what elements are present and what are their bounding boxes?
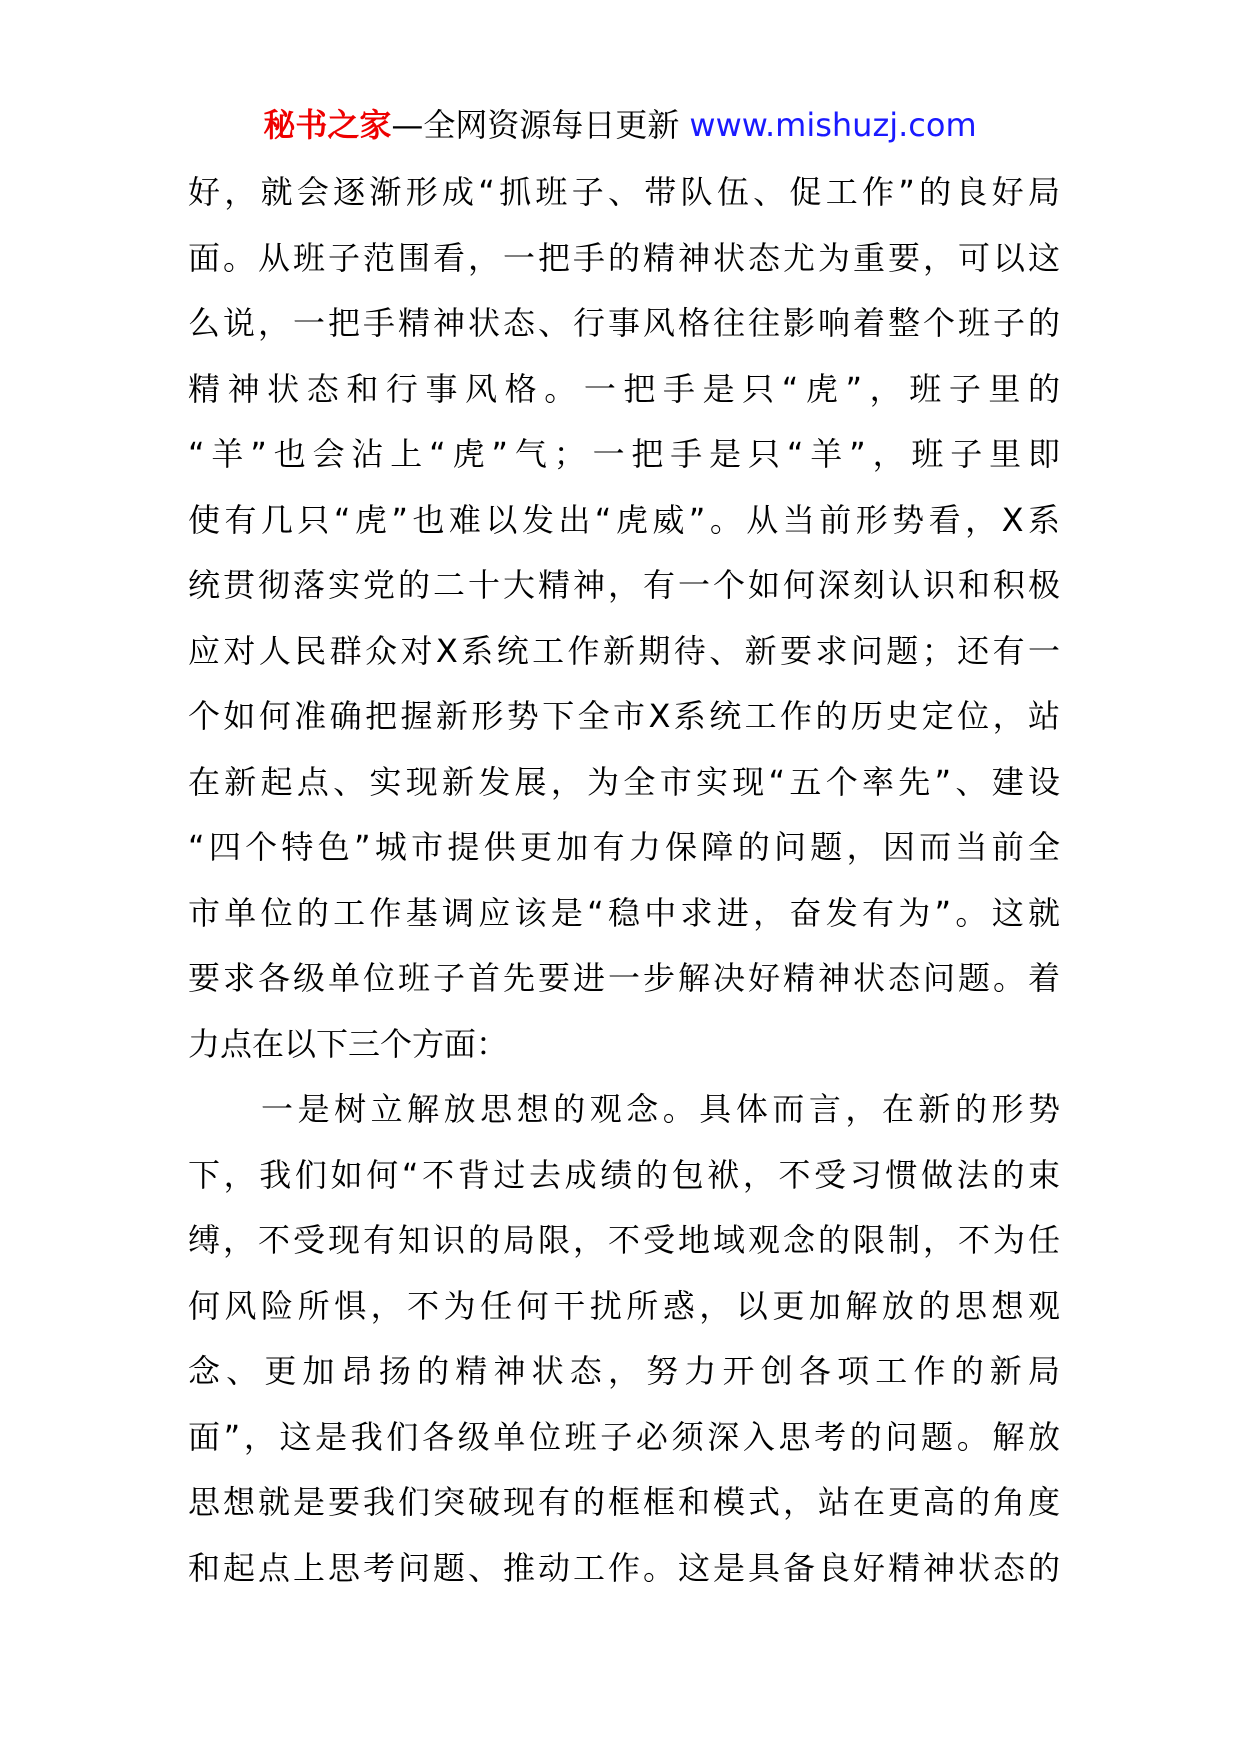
text-line: 市单位的工作基调应该是“稳中求进，奋发有为”。这就	[188, 893, 1060, 932]
text-line: 应对人民群众对X系统工作新期待、新要求问题；还有一	[188, 631, 1060, 670]
text-line: 精神状态和行事风格。一把手是只“虎”，班子里的	[188, 369, 1060, 408]
text-line: 面。从班子范围看，一把手的精神状态尤为重要，可以这	[188, 238, 1060, 277]
body-text	[188, 160, 1060, 1601]
text-line: 面”，这是我们各级单位班子必须深入思考的问题。解放	[188, 1417, 1060, 1456]
site-url[interactable]: www.mishuzj.com	[689, 106, 977, 144]
text-line: 一是树立解放思想的观念。具体而言，在新的形势	[188, 1090, 1060, 1128]
text-line: 思想就是要我们突破现有的框框和模式，站在更高的角度	[188, 1483, 1060, 1521]
text-line: 统贯彻落实党的二十大精神，有一个如何深刻认识和积极	[188, 566, 1060, 604]
text-line: 缚，不受现有知识的局限，不受地域观念的限制，不为任	[188, 1221, 1060, 1259]
text-line: 念、更加昂扬的精神状态，努力开创各项工作的新局	[188, 1352, 1060, 1390]
text-line: 个如何准确把握新形势下全市X系统工作的历史定位，站	[188, 697, 1060, 735]
text-line: 力点在以下三个方面：	[188, 1024, 509, 1063]
text-line: 在新起点、实现新发展，为全市实现“五个率先”、建设	[188, 762, 1060, 801]
text-line: 要求各级单位班子首先要进一步解决好精神状态问题。着	[188, 959, 1060, 997]
text-line: 使有几只“虎”也难以发出“虎威”。从当前形势看，X系	[188, 500, 1060, 539]
text-line: 么说，一把手精神状态、行事风格往往影响着整个班子的	[188, 304, 1060, 342]
text-line: 下，我们如何“不背过去成绩的包袱，不受习惯做法的束	[188, 1155, 1060, 1194]
text-line: 和起点上思考问题、推动工作。这是具备良好精神状态的	[188, 1548, 1060, 1587]
text-line: 何风险所惧，不为任何干扰所惑，以更加解放的思想观	[188, 1286, 1060, 1325]
brand-name: 秘书之家	[263, 106, 392, 144]
text-line: 好，就会逐渐形成“抓班子、带队伍、促工作”的良好局	[188, 173, 1060, 211]
text-line: “羊”也会沾上“虎”气；一把手是只“羊”，班子里即	[188, 435, 1060, 473]
text-line: “四个特色”城市提供更加有力保障的问题，因而当前全	[188, 828, 1060, 866]
header-tagline: —全网资源每日更新	[391, 106, 680, 144]
page-header	[0, 100, 1240, 150]
